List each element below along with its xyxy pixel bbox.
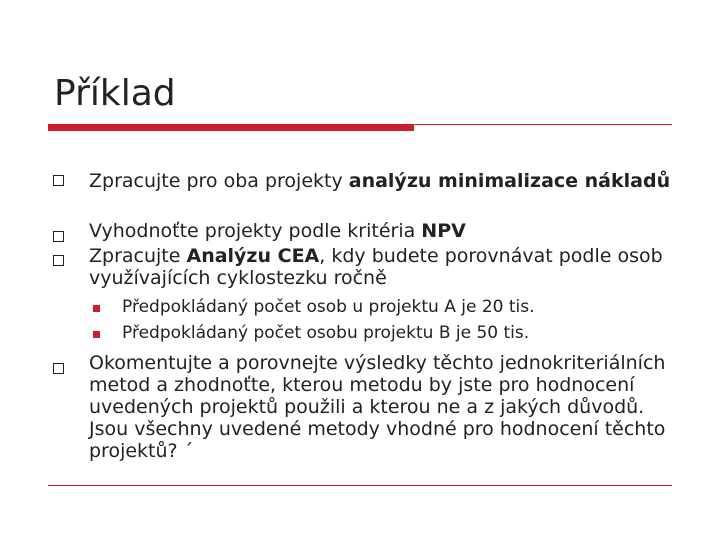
bullet-box-icon <box>53 255 64 266</box>
trailing-mark: ´ <box>183 440 194 462</box>
list-item-1 <box>89 170 679 192</box>
bullet-box-icon <box>53 175 64 186</box>
sub-item-1: Předpokládaný počet osob u projektu A je 20 tis. <box>122 297 535 317</box>
sub-item-2: Předpokládaný počet osobu projektu B je 50 tis. <box>122 323 530 343</box>
list-item-4-text: Okomentujte a porovnejte výsledky těchto jednokriteriálních metod a zhodnoťte, kterou metodu by jste pro hodnocení uvedených projektů použili a kterou ne a z jakých důvodů. Jsou všechny uvedené metody vhodné pro hodnocení těchto projektů? <box>89 352 666 462</box>
list-item-3-text: Zpracujte <box>89 245 187 267</box>
list-item-3-post: , kdy budete porovnávat podle osob využívajících cyklostezku ročně <box>89 245 663 289</box>
list-item-1-bold: analýzu minimalizace nákladů <box>348 170 671 192</box>
footer-line <box>48 485 672 486</box>
title-underline-bar <box>48 124 414 131</box>
list-item-3 <box>89 245 679 289</box>
list-item-2 <box>89 220 679 242</box>
bullet-box-icon <box>53 231 64 242</box>
list-item-2-bold: NPV <box>421 220 466 242</box>
list-item-1-text: Zpracujte pro oba projekty <box>89 170 349 192</box>
list-item-3-bold: Analýzu CEA <box>186 245 320 267</box>
list-item-4 <box>89 352 679 462</box>
page-title: Příklad <box>54 73 176 114</box>
title-underline-line <box>414 124 672 125</box>
sub-bullet-square-icon <box>93 305 100 312</box>
bullet-box-icon <box>53 363 64 374</box>
list-item-2-text: Vyhodnoťte projekty podle kritéria <box>89 220 422 242</box>
sub-bullet-square-icon <box>93 331 100 338</box>
